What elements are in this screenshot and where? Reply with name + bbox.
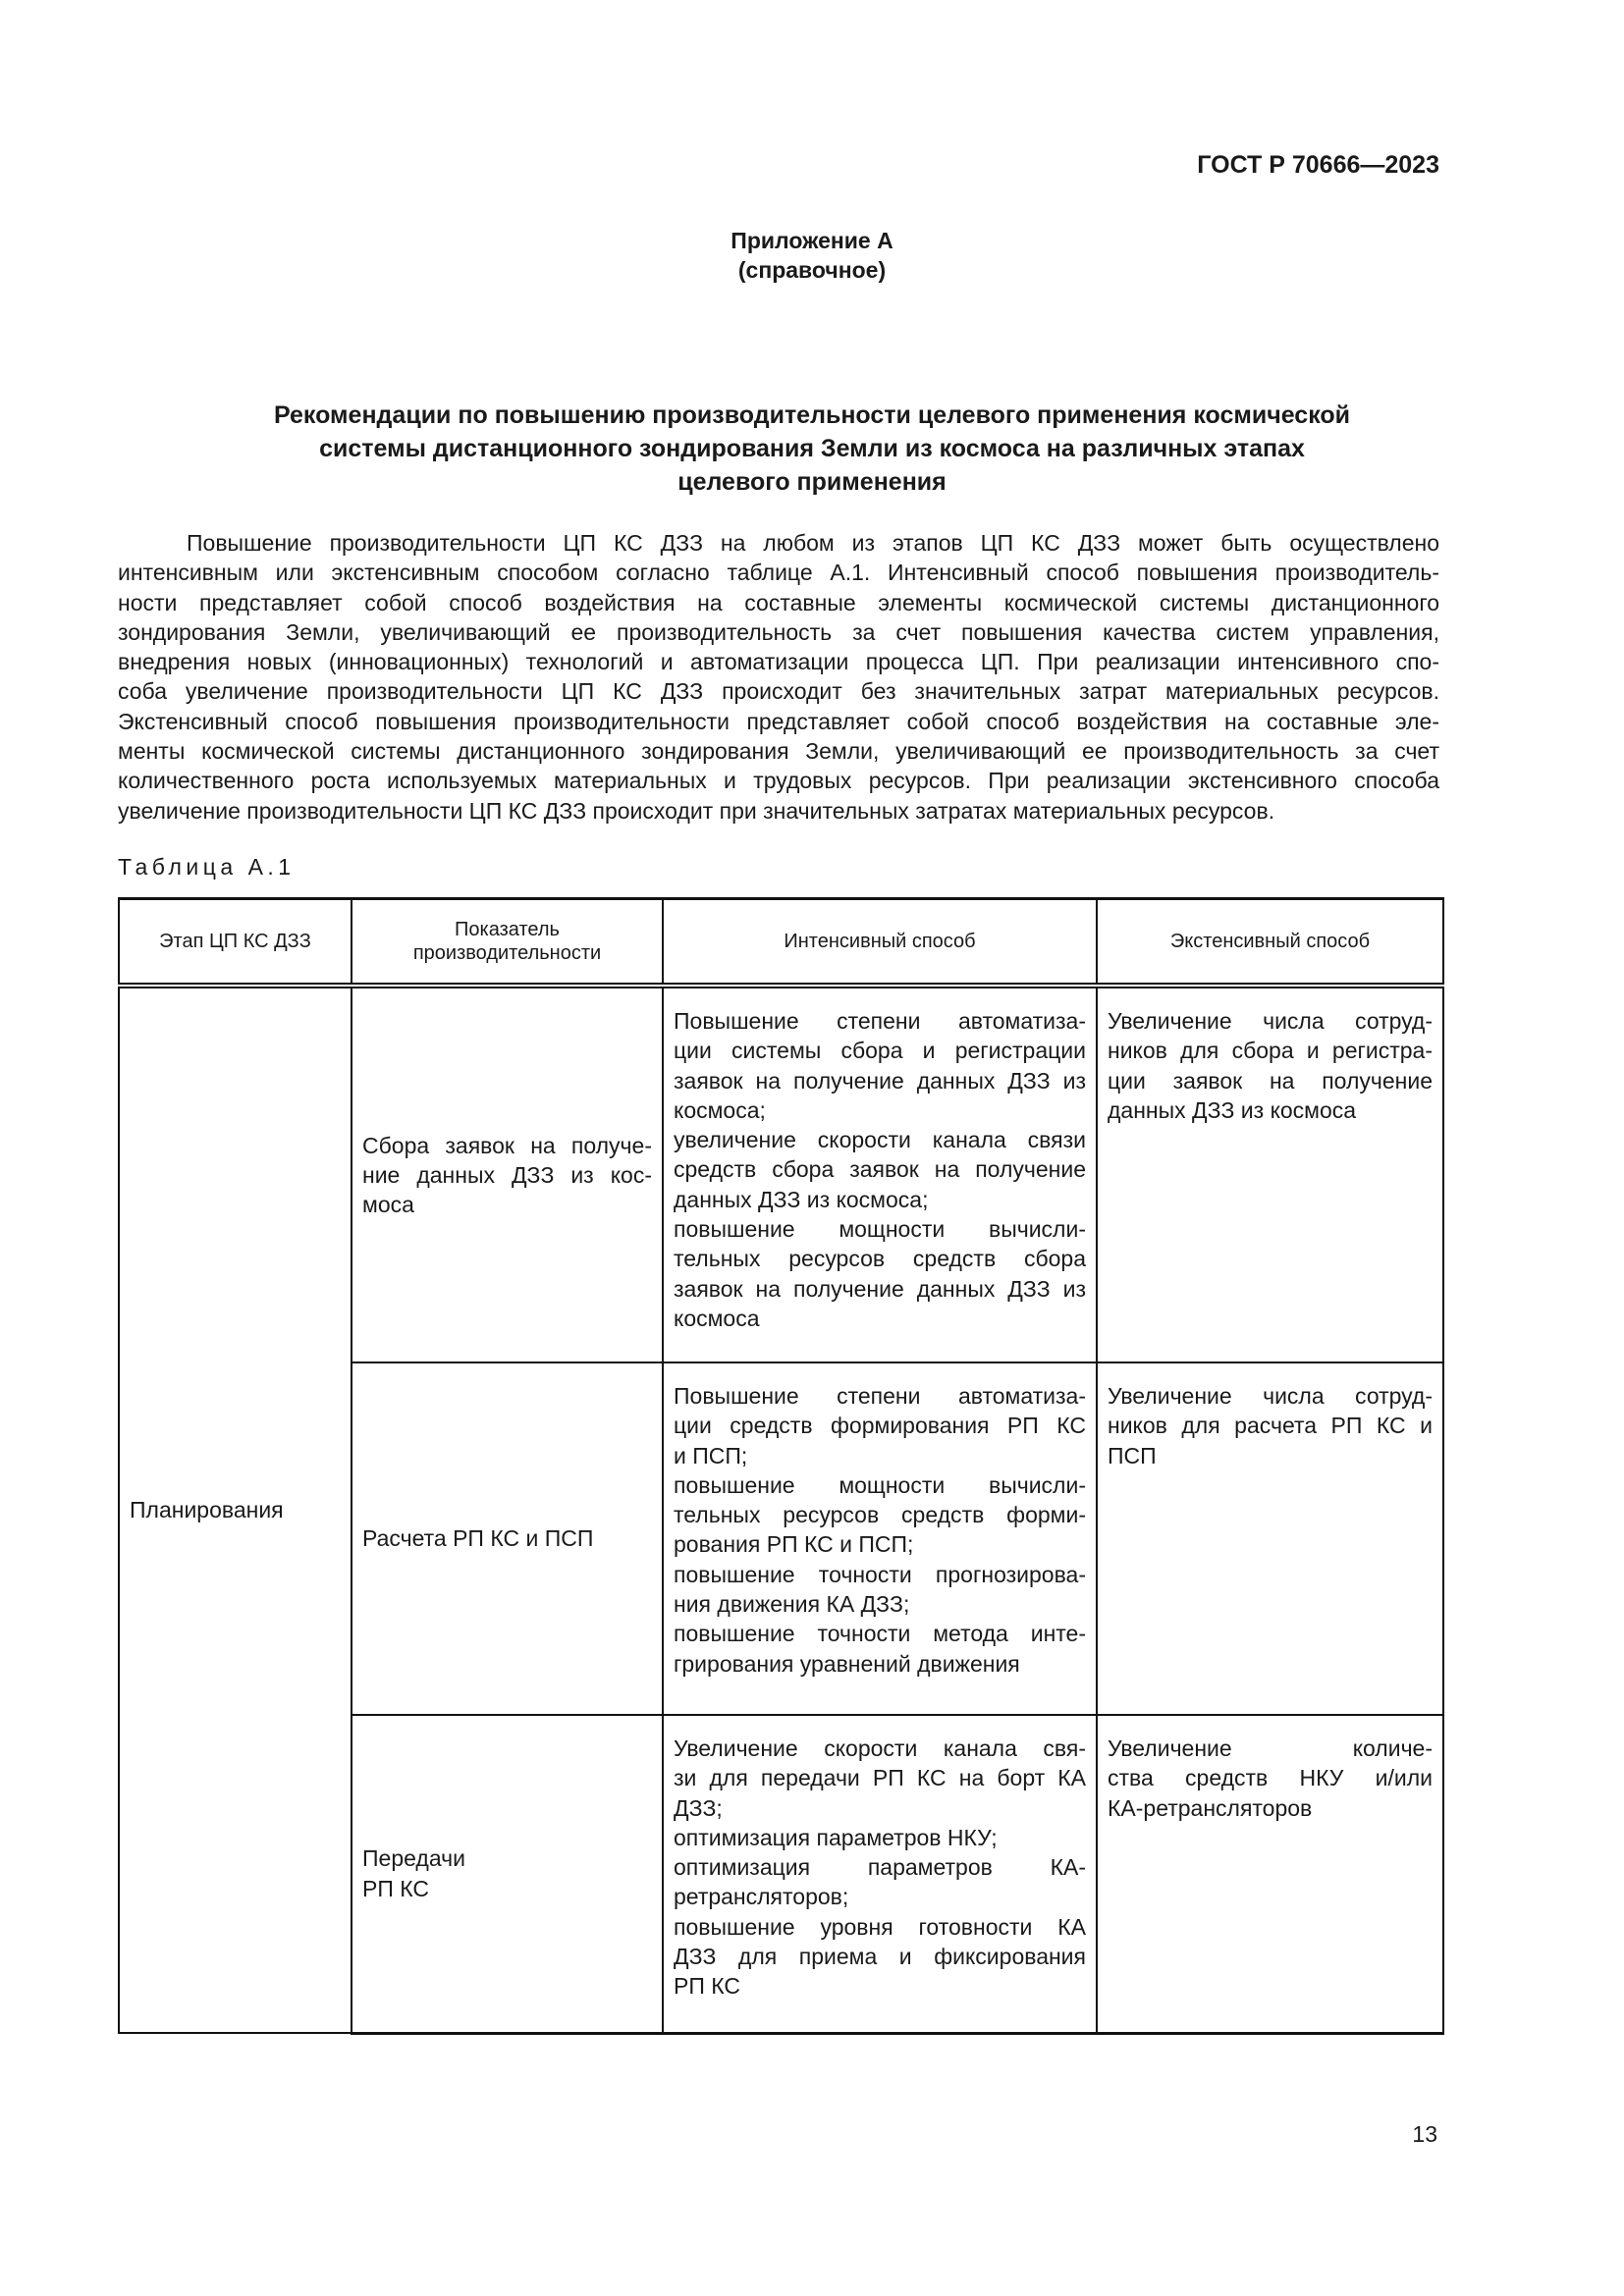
recommendations-table [118,897,1444,2035]
metric-line: РП КС [362,1875,430,1901]
extensive-line: ПСП [1108,1442,1157,1468]
document-number: ГОСТ Р 70666—2023 [1197,151,1439,179]
metric-line: Сбора заявок на получе- [362,1132,652,1158]
intro-line: Повышение производительности ЦП КС ДЗЗ на любом из этапов ЦП КС ДЗЗ может быть осуществлено [187,530,1439,556]
intensive-line: ДЗЗ для приема и фиксирования [674,1944,1086,1970]
extensive-line: КА-ретрансляторов [1108,1794,1313,1821]
section-title [147,399,1477,499]
intensive-line: заявок на получение данных ДЗЗ из [674,1275,1086,1302]
intensive-line: рования РП КС и ПСП; [674,1531,914,1558]
intensive-line: ния движения КА ДЗЗ; [674,1591,910,1618]
metric-line: Расчета РП КС и ПСП [362,1525,594,1552]
intensive-line: космоса [674,1305,760,1331]
header-extensive: Экстенсивный способ [1097,899,1443,987]
intensive-cell [663,1362,1097,1715]
extensive-cell [1097,986,1443,1362]
extensive-cell [1097,1362,1443,1715]
intensive-line: повышение мощности вычисли- [674,1216,1086,1243]
table-header-row [119,899,1443,987]
intensive-line: заявок на получение данных ДЗЗ из [674,1067,1086,1094]
extensive-line: ников для сбора и регистра- [1108,1038,1433,1064]
intensive-line: ции средств формирования РП КС [674,1413,1086,1439]
metric-cell [352,1715,663,2033]
intensive-line: оптимизация параметров НКУ; [674,1824,998,1850]
intro-line: ности представляет собой способ воздействия на составные элементы космической системы дистанционного [118,589,1439,615]
extensive-line: Увеличение числа сотруд- [1108,1008,1433,1034]
intro-line: Экстенсивный способ повышения производительности представляет собой способ воздействия на составные эле- [118,708,1439,734]
intro-line: количественного роста используемых материальных и трудовых ресурсов. При реализации экстенсивного способа [118,768,1439,794]
intro-line: менты космической системы дистанционного зондирования Земли, увеличивающий ее производительность за счет [118,738,1439,765]
intensive-line: данных ДЗЗ из космоса; [674,1186,929,1212]
intensive-line: повышение мощности вычисли- [674,1471,1086,1498]
intensive-line: ретрансляторов; [674,1884,849,1910]
header-metric [352,899,663,987]
intro-line: зондирования Земли, увеличивающий ее производительность за счет повышения качества систем управления, [118,618,1439,645]
appendix-title: Приложение А [731,228,893,253]
intensive-line: тельных ресурсов средств сбора [674,1246,1086,1272]
intro-line: интенсивным или экстенсивным способом согласно таблице А.1. Интенсивный способ повышения производитель- [118,560,1439,586]
intensive-line: тельных ресурсов средств форми- [674,1502,1086,1528]
intro-line: соба увеличение производительности ЦП КС ДЗЗ происходит без значительных затрат материальных ресурсов. [118,678,1439,705]
intensive-line: РП КС [674,1973,741,2000]
intensive-line: повышение уровня готовности КА [674,1913,1086,1940]
table-row [119,986,1443,1362]
intensive-line: ДЗЗ; [674,1794,723,1821]
table-caption: Таблица А.1 [118,854,296,880]
appendix-heading [0,226,1624,285]
extensive-line: ции заявок на получение [1108,1067,1433,1094]
page-number: 13 [1412,2121,1437,2147]
extensive-line: ников для расчета РП КС и [1108,1413,1433,1439]
metric-line: моса [362,1192,414,1218]
intensive-line: ции системы сбора и регистрации [674,1038,1086,1064]
extensive-line: ства средств НКУ и/или [1108,1765,1433,1791]
intensive-line: зи для передачи РП КС на борт КА [674,1765,1086,1791]
intro-paragraph [118,528,1439,826]
intensive-line: грирования уравнений движения [674,1650,1020,1677]
metric-cell [352,1362,663,1715]
section-title-line: Рекомендации по повышению производительности целевого применения космической [273,401,1351,429]
intro-line: внедрения новых (инновационных) технологий и автоматизации процесса ЦП. При реализации интенсивного спо- [118,649,1439,675]
extensive-line: данных ДЗЗ из космоса [1108,1096,1357,1123]
section-title-line: системы дистанционного зондирования Земли из космоса на различных этапах [319,435,1305,462]
intensive-line: средств сбора заявок на получение [674,1156,1086,1183]
extensive-cell [1097,1715,1443,2033]
intensive-cell [663,986,1097,1362]
intensive-cell [663,1715,1097,2033]
intro-line: увеличение производительности ЦП КС ДЗЗ происходит при значительных затратах материальных ресурсов. [118,797,1275,824]
appendix-subtitle: (справочное) [737,257,887,283]
metric-line: ние данных ДЗЗ из кос- [362,1161,652,1188]
extensive-line: Увеличение числа сотруд- [1108,1383,1433,1409]
section-title-line: целевого применения [677,468,947,496]
intensive-line: повышение точности метода инте- [674,1621,1086,1647]
stage-cell: Планирования [119,986,352,2033]
intensive-line: увеличение скорости канала связи [674,1127,1086,1153]
intensive-line: Увеличение скорости канала свя- [674,1735,1086,1761]
header-metric-line: производительности [412,942,602,964]
intensive-line: оптимизация параметров КА- [674,1854,1086,1881]
header-stage: Этап ЦП КС ДЗЗ [119,899,352,987]
metric-line: Передачи [362,1845,465,1872]
intensive-line: Повышение степени автоматиза- [674,1008,1086,1034]
intensive-line: Повышение степени автоматиза- [674,1383,1086,1409]
header-intensive: Интенсивный способ [663,899,1097,987]
intensive-line: повышение точности прогнозирова- [674,1561,1086,1587]
intensive-line: космоса; [674,1096,766,1123]
extensive-line: Увеличение количе- [1108,1735,1433,1761]
intensive-line: и ПСП; [674,1442,748,1468]
header-metric-line: Показатель [455,919,560,940]
metric-cell [352,986,663,1362]
